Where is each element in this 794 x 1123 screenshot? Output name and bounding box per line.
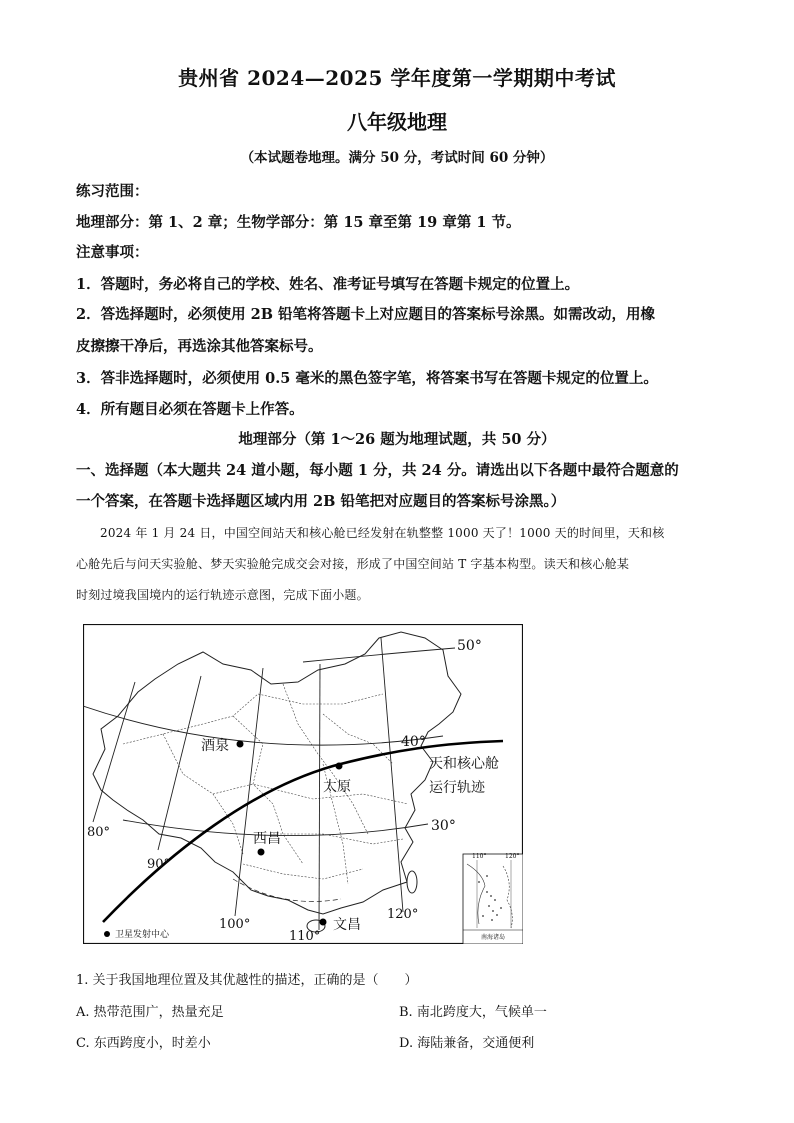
launch-center-xichang [258,849,265,856]
notice-item: 4．所有题目必须在答题卡上作答。 [76,401,304,418]
xichang-label: 西昌 [253,831,281,847]
exam-note: （本试题卷地理。满分 50 分，考试时间 60 分钟） [240,150,554,166]
inset-120: 120° [505,853,520,860]
jiuquan-label: 酒泉 [201,738,229,754]
orbit-map [83,624,523,944]
option-c[interactable]: C. 东西跨度小，时差小 [76,1036,211,1051]
notice-item: 2．答选择题时，必须使用 2B 铅笔将答题卡上对应题目的答案标号涂黑。如需改动，用橡 [76,306,656,323]
inset-caption: 南海诸岛 [481,934,506,941]
inset-110: 110° [472,853,487,860]
lon-100-label: 100° [219,917,251,932]
question-stem: 1. 关于我国地理位置及其优越性的描述，正确的是（ ） [76,973,418,988]
option-a[interactable]: A. 热带范围广，热量充足 [76,1005,224,1020]
notice-item: 1．答题时，务必将自己的学校、姓名、准考证号填写在答题卡规定的位置上。 [76,276,580,293]
passage-line: 心舱先后与问天实验舱、梦天实验舱完成交会对接，形成了中国空间站 T 字基本构型。读天和核心舱某 [76,557,630,571]
orbit-label: 运行轨迹 [429,780,485,796]
wenchang-label: 文昌 [333,917,361,933]
scope-label: 练习范围： [76,183,149,200]
lon-120-label: 120° [387,907,419,922]
legend-dot [104,931,110,937]
legend-label: 卫星发射中心 [115,930,170,940]
option-b[interactable]: B. 南北跨度大，气候单一 [399,1005,547,1020]
lat-50-label: 50° [457,638,482,654]
notice-item: 3．答非选择题时，必须使用 0.5 毫米的黑色签字笔，将答案书写在答题卡规定的位置上。 [76,370,658,387]
exam-title: 贵州省 2024—2025 学年度第一学期期中考试 [178,66,616,90]
scope-content: 地理部分：第 1、2 章；生物学部分：第 15 章至第 19 章第 1 节。 [76,214,521,231]
launch-center-taiyuan [336,763,343,770]
launch-center-jiuquan [237,741,244,748]
exam-subject: 八年级地理 [347,110,447,134]
notice-item: 皮擦擦干净后，再选涂其他答案标号。 [76,338,323,355]
lon-90-label: 90° [147,857,171,872]
orbit-label: 天和核心舱 [429,756,499,772]
launch-center-wenchang [320,919,327,926]
passage-line: 2024 年 1 月 24 日，中国空间站天和核心舱已经发射在轨整整 1000 天了！1000 天的时间里，天和核 [100,526,665,540]
part1-instruction: 一个答案，在答题卡选择题区域内用 2B 铅笔把对应题目的答案标号涂黑。） [76,493,566,510]
lat-40-label: 40° [401,734,426,750]
lon-110-label: 110° [289,929,321,944]
notice-label: 注意事项： [76,244,149,261]
taiyuan-label: 太原 [323,779,351,795]
option-d[interactable]: D. 海陆兼备，交通便利 [399,1036,535,1051]
passage-line: 时刻过境我国境内的运行轨迹示意图，完成下面小题。 [76,588,369,602]
part1-instruction: 一、选择题（本大题共 24 道小题，每小题 1 分，共 24 分。请选出以下各题中最符合题意的 [76,462,679,479]
lon-80-label: 80° [87,825,111,840]
section-heading: 地理部分（第 1～26 题为地理试题，共 50 分） [238,431,556,448]
lat-30-label: 30° [431,818,456,834]
